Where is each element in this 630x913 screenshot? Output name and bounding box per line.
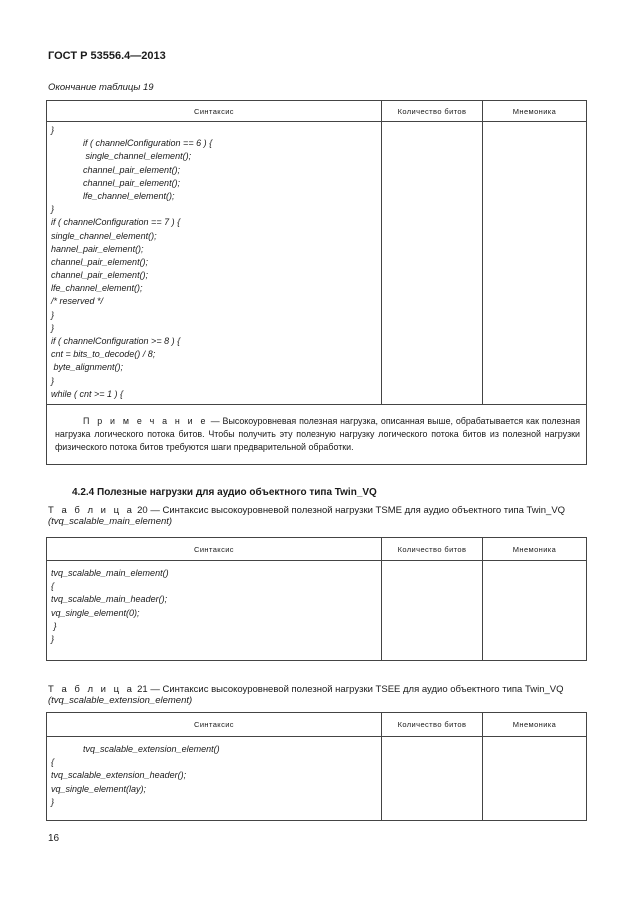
table-row: [47, 122, 587, 405]
caption-text: — Синтаксис высокоуровневой полезной нагрузки TSEE для аудио объектного типа Twin_VQ: [150, 684, 564, 695]
code-line: vq_single_element(0);: [51, 607, 140, 618]
col-bits-header: Количество битов: [382, 713, 483, 737]
note-text: — Высокоуровневая полезная нагрузка, описанная выше, обрабатывается как полезная нагрузка логического потока битов. Чтобы получить эту полезную нагрузку логического потока битов из полезной нагрузки физического потока битов требуются шаги предварительной обработки.: [55, 415, 580, 452]
code-line: }: [51, 375, 55, 386]
code-line: channel_pair_element();: [51, 270, 149, 281]
code-line: {: [51, 757, 55, 768]
section-title: [72, 487, 377, 498]
col-mnemonic-header: Мнемоника: [483, 713, 587, 737]
code-line: channel_pair_element();: [83, 177, 181, 188]
code-line: channel_pair_element();: [83, 164, 181, 175]
table-note: [47, 404, 587, 464]
code-line: tvq_scalable_extension_header();: [51, 770, 187, 781]
code-line: while ( cnt >= 1 ) {: [51, 388, 124, 399]
code-line: channel_pair_element();: [51, 256, 149, 267]
caption-text: — Синтаксис высокоуровневой полезной нагрузки TSME для аудио объектного типа Twin_VQ: [150, 505, 566, 516]
code-line: }: [51, 204, 55, 215]
code-line: /* reserved */: [51, 296, 104, 307]
table-20-caption: [48, 505, 583, 527]
bits-cell: [382, 122, 483, 405]
syntax-code-cell: [47, 122, 382, 405]
table-21-caption: [48, 684, 583, 706]
bits-cell: [382, 561, 483, 661]
code-line: lfe_channel_element();: [51, 283, 143, 294]
caption-label: Т а б л и ц а: [48, 684, 135, 695]
code-line: if ( channelConfiguration >= 8 ) {: [51, 336, 181, 346]
document-header: ГОСТ Р 53556.4—2013: [48, 50, 166, 62]
table-header-row: [47, 713, 587, 737]
col-mnemonic-header: Мнемоника: [483, 101, 587, 122]
code-line: tvq_scalable_main_header();: [51, 594, 168, 605]
table-header-row: [47, 101, 587, 122]
syntax-code-cell: [47, 561, 382, 661]
table-19: [46, 100, 587, 465]
note-label: П р и м е ч а н и е: [83, 415, 208, 426]
code-line: }: [51, 322, 55, 333]
col-syntax-header: Синтаксис: [47, 101, 382, 122]
col-syntax-header: Синтаксис: [47, 538, 382, 561]
code-line: if ( channelConfiguration == 6 ) {: [83, 138, 213, 149]
code-line: vq_single_element(lay);: [51, 783, 147, 794]
table-20: [46, 537, 587, 661]
caption-line2: (tvq_scalable_extension_element): [48, 695, 193, 706]
col-bits-header: Количество битов: [382, 101, 483, 122]
note-row: [47, 404, 587, 464]
col-mnemonic-header: Мнемоника: [483, 538, 587, 561]
section-title-text: 4.2.4 Полезные нагрузки для аудио объектного типа Twin_VQ: [72, 487, 377, 498]
code-line: if ( channelConfiguration == 7 ) {: [51, 217, 181, 228]
table-21: [46, 712, 587, 821]
col-bits-header: Количество битов: [382, 538, 483, 561]
table-row: [47, 561, 587, 661]
table-header-row: [47, 538, 587, 561]
page-number: 16: [48, 833, 60, 844]
code-line: tvq_scalable_extension_element(): [83, 744, 220, 754]
mnemonic-cell: [483, 122, 587, 405]
caption-line2: (tvq_scalable_main_element): [48, 516, 173, 527]
caption-label: Т а б л и ц а: [48, 505, 135, 516]
code-line: cnt = bits_to_decode() / 8;: [51, 349, 156, 360]
table-row: [47, 737, 587, 821]
code-line: byte_alignment();: [51, 362, 124, 373]
code-line: single_channel_element();: [51, 230, 157, 241]
code-line: tvq_scalable_main_element(): [51, 568, 169, 578]
code-line: lfe_channel_element();: [83, 190, 175, 201]
code-line: single_channel_element();: [83, 151, 192, 162]
mnemonic-cell: [483, 737, 587, 821]
caption-number: 20: [137, 505, 148, 516]
code-line: }: [51, 620, 57, 631]
mnemonic-cell: [483, 561, 587, 661]
code-line: hannel_pair_element();: [51, 243, 144, 254]
code-line: }: [51, 633, 55, 644]
col-syntax-header: Синтаксис: [47, 713, 382, 737]
code-line: }: [51, 796, 55, 807]
code-line: }: [51, 125, 55, 135]
syntax-code-cell: [47, 737, 382, 821]
table-continuation-caption: Окончание таблицы 19: [48, 82, 154, 93]
code-line: {: [51, 581, 55, 592]
code-line: }: [51, 309, 55, 320]
caption-number: 21: [137, 684, 148, 695]
bits-cell: [382, 737, 483, 821]
